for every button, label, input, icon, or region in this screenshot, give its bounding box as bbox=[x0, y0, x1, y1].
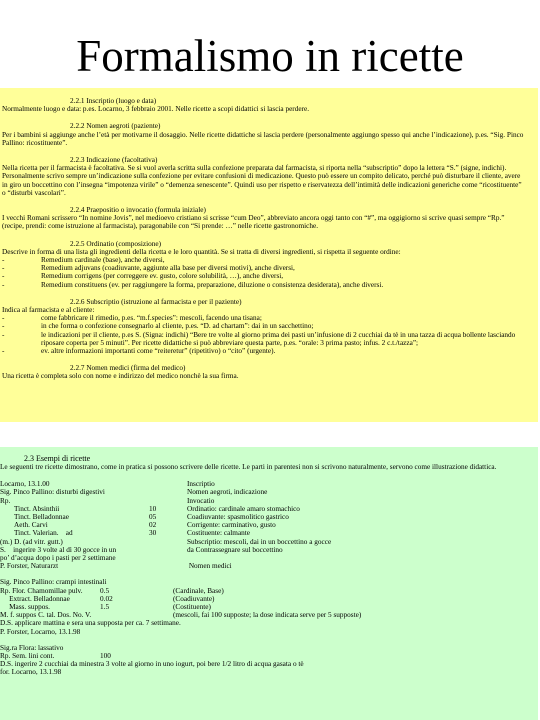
recipe-line: Rp. Sem. lini cont. bbox=[0, 652, 55, 661]
list-item: - Remedium constituens (ev. per raggiungere la forma, preparazione, diluzione o consistenza desiderata), anche diversi. bbox=[2, 281, 526, 289]
section-subscriptio bbox=[2, 298, 526, 355]
recipe-line: S. ingerire 3 volte al dì 30 gocce in un bbox=[0, 545, 117, 554]
section-praepositio bbox=[2, 206, 526, 231]
recipe-note: Nomen medici bbox=[187, 562, 232, 571]
recipe-note: Corrigente: carminativo, gusto bbox=[187, 521, 276, 530]
list-item: - come fabbricare il rimedio, p.es. “m.f.species”: mescoli, facendo una tisana; bbox=[2, 314, 526, 322]
section-heading: 2.2.1 Inscriptio (luogo e data) bbox=[70, 97, 157, 105]
list-item: - in che forma o confezione consegnarlo al cliente, p.es. “D. ad chartam”: dai in un sacchettino; bbox=[2, 322, 526, 330]
section-nomen-aegroti bbox=[2, 122, 526, 147]
examples-heading: 2.3 Esempi di ricette bbox=[24, 454, 91, 463]
recipe-line: Tinct. Belladonnae bbox=[14, 513, 69, 522]
recipe-quantity: 02 bbox=[149, 521, 157, 530]
list-item: - le indicazioni per il cliente, p.es S. (Signa: indichi) “Bere tre volte al giorno prima dei pasti un’infusione di 2 cucchiai da tè in una tazza di acqua bollente lasciando riposare coperta per 5 minuti”. Per ricette didattiche si può abbreviare questa parte, p.es. “orale: 3 prima pasto; infus. 2 c.t./tazza”; bbox=[2, 331, 526, 347]
recipe-quantity bbox=[149, 497, 187, 505]
recipe-line: Tinct. Absinthii bbox=[14, 504, 60, 513]
recipe-note: Subscriptio: mescoli, dai in un boccettino a gocce bbox=[187, 537, 332, 546]
section-body: Normalmente luogo e data: p.es. Locarno, 3 febbraio 2001. Nelle ricette a scopi didattici si lascia perdere. bbox=[2, 105, 310, 114]
recipe-quantity: 05 bbox=[149, 513, 157, 522]
recipe-line: D.S. applicare mattina e sera una supposta per ca. 7 settimane. bbox=[0, 619, 181, 628]
recipe-note: (Cardinale, Base) bbox=[173, 586, 224, 595]
recipe-note: Ordinatio: cardinale amaro stomachico bbox=[187, 504, 300, 513]
examples-intro: Le seguenti tre ricette dimostrano, come in pratica si possono scrivere delle ricette. Le parti in parentesi non si scrivono naturalmente, servono come illustrazione didattica. bbox=[0, 463, 497, 471]
section-heading: 2.2.6 Subscriptio (istruzione al farmacista e per il paziente) bbox=[70, 297, 242, 306]
recipe-quantity: 1.5 bbox=[100, 603, 110, 612]
section-heading: 2.2.2 Nomen aegroti (paziente) bbox=[70, 122, 161, 131]
list-item: - Remedium corrigens (per correggere ev. gusto, colore solubilità, …), anche diversi, bbox=[2, 272, 526, 280]
recipe-note: Coadiuvante: spasmolitico gastrico bbox=[187, 513, 289, 522]
section-heading: 2.2.5 Ordinatio (composizione) bbox=[70, 239, 162, 248]
section-body: Descrive in forma di una lista gli ingredienti della ricetta e le loro quantità. Se si tratta di diversi ingredienti, si rispetta il seguente ordine: bbox=[2, 247, 401, 256]
formalism-section-box bbox=[0, 88, 538, 422]
ordinatio-list bbox=[2, 256, 526, 289]
subscriptio-list bbox=[2, 314, 526, 355]
recipe-2 bbox=[0, 587, 526, 620]
recipe-line: D.S. ingerire 2 cucchiai da minestra 3 volte al giorno in uno iogurt, poi bere 1/2 litro di acqua gasata o tè bbox=[0, 660, 304, 669]
recipe-3 bbox=[0, 652, 526, 660]
recipe-signature: for. Locarno, 13.1.98 bbox=[0, 668, 62, 677]
section-body: Una ricetta è completa solo con nome e indirizzo del medico nonchè la sua firma. bbox=[2, 372, 239, 381]
recipe-note: Invocatio bbox=[187, 496, 215, 505]
recipe-quantity bbox=[149, 480, 187, 488]
recipe-note: (Coadiuvante) bbox=[173, 594, 215, 603]
page-title: Formalismo in ricette bbox=[76, 31, 464, 81]
recipe-line: M. f. suppos C. tal. Dos. No. V. bbox=[0, 611, 92, 620]
section-body: Indica al farmacista e al cliente: bbox=[2, 306, 95, 315]
recipe-3-header: Sig.ra Flora: lassativo bbox=[0, 643, 64, 652]
recipe-quantity: 0.02 bbox=[100, 594, 113, 603]
section-heading: 2.2.7 Nomen medici (firma del medico) bbox=[70, 364, 186, 373]
recipe-line: Mass. suppos. bbox=[0, 603, 50, 612]
section-heading: 2.2.4 Praepositio o invocatio (formula iniziale) bbox=[70, 206, 206, 215]
recipe-note: Inscriptio bbox=[187, 480, 215, 489]
recipe-note: Nomen aegroti, indicazione bbox=[187, 488, 268, 497]
recipe-quantity: 100 bbox=[100, 652, 111, 661]
recipe-line: Aeth. Carvi bbox=[14, 521, 48, 530]
list-item: - Remedium adjuvans (coadiuvante, aggiunte alla base per diversi motivi), anche diversi, bbox=[2, 264, 526, 272]
recipe-note bbox=[187, 554, 526, 562]
section-body: Per i bambini si aggiunge anche l’età per motivarne il dosaggio. Nelle ricette didattiche si lascia perdere (personalmente aggiungo spesso qui anche l’indicazione), p.es. “Sig. Pinco Pallino: ricostituente”. bbox=[2, 130, 524, 147]
section-heading: 2.2.3 Indicazione (facoltativa) bbox=[70, 156, 158, 165]
list-item: - Remedium cardinale (base), anche diversi, bbox=[2, 256, 526, 264]
recipe-quantity: 10 bbox=[149, 504, 157, 513]
recipe-line: po’ d’acqua dopo i pasti per 2 settimane bbox=[0, 554, 116, 563]
recipe-line: Tinct. Valerian. ad bbox=[14, 529, 73, 538]
recipe-quantity: 0.5 bbox=[100, 586, 110, 595]
recipe-signature: P. Forster, Locarno, 13.1.98 bbox=[0, 627, 81, 636]
section-nomen-medici bbox=[2, 364, 526, 380]
recipe-line: Extract. Belladonnae bbox=[0, 594, 70, 603]
recipe-1 bbox=[0, 480, 526, 570]
recipe-quantity bbox=[149, 488, 187, 496]
examples-section-box bbox=[0, 447, 538, 720]
section-indicazione bbox=[2, 156, 526, 197]
section-body: I vecchi Romani scrissero “In nomine Jovis”, nel medioevo cristiano si scrisse “cum Deo”, abbreviato ancora oggi tanto con “#”, ma oggigiorno si scrive quasi sempre “Rp.” (recipe, prendi: come istruzione al farmacista), paragonabile con “Si prende: …” nelle ricette gastronomiche. bbox=[2, 214, 505, 231]
recipe-line: (m.) D. (ad vitr. gutt.) bbox=[0, 537, 63, 546]
recipe-note: (Costituente) bbox=[173, 603, 211, 612]
recipe-quantity bbox=[149, 538, 187, 546]
recipe-note: Costituente: calmante bbox=[187, 529, 251, 538]
list-item: - ev. altre informazioni importanti come “reiteretur” (ripetitivo) o “cito” (urgente). bbox=[2, 347, 526, 355]
recipe-line: Rp. Flor. Chamomillae pulv. bbox=[0, 586, 83, 595]
recipe-quantity: 30 bbox=[149, 529, 157, 538]
recipe-line: Rp. bbox=[0, 496, 11, 505]
section-ordinatio bbox=[2, 240, 526, 289]
recipe-note: (mescoli, fai 100 supposte; la dose indicata serve per 5 supposte) bbox=[173, 611, 362, 620]
section-inscriptio bbox=[2, 97, 526, 113]
recipe-2-header: Sig. Pinco Pallino: crampi intestinali bbox=[0, 578, 107, 587]
section-body: Nella ricetta per il farmacista è facoltativa. Se si vuol averla scritta sulla confezione preparata dal farmacista, si riporta nella “subscriptio” dopo la lettera “S.” (signe, indichi). Personalmente scrivo sempre un’indicazione sulla confezione per evitare confusioni di medicazione. Questo può essere un compito delicato, perché può disturbare il cliente, avere in giro un boccettino con l’insegna “impotenza virile” o “demenza senescente”. Quindi uso per rispetto e riservatezza dell’intimità delle indicazioni generiche come “ricostituente” o “disturbi vascolari”. bbox=[2, 164, 522, 197]
recipe-line: P. Forster, Naturarzt bbox=[0, 562, 59, 571]
recipe-line: Sig. Pinco Pallino: disturbi digestivi bbox=[0, 488, 105, 497]
recipe-line: Locarno, 13.1.00 bbox=[0, 480, 50, 489]
recipe-note: da Contrassegnare sul boccettino bbox=[187, 545, 283, 554]
